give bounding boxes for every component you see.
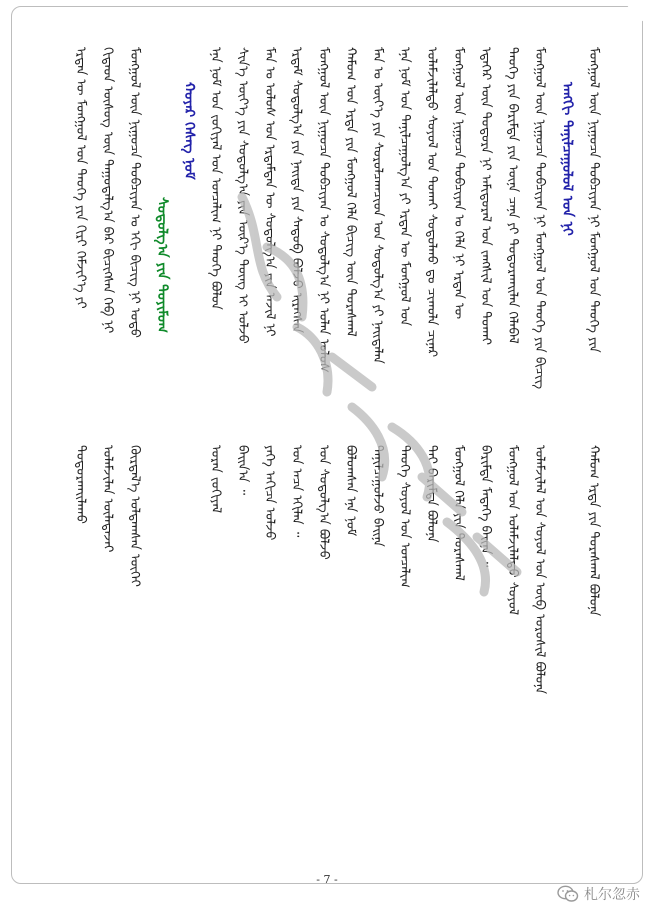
body-text-segment: ᠮᠠᠨ ᠤ ᠤᠯᠤᠰ ᠤᠨ ᠡᠷᠳᠡᠮᠲᠡᠨ ᠦ ᠰᠣᠳᠤᠯᠭ᠎ᠠ ᠶᠢᠨ ᠠᠵᠢᠯ ᠨᠢ	[262, 47, 277, 337]
body-text-segment: ᠬᠢᠲᠠᠳ ᠦᠰᠦᠭ ᠦᠨ ᠳᠠᠭᠤᠳᠠᠯᠭ᠎ᠠ ᠪᠠᠷ ᠪᠢᠴᠢᠭᠰᠡᠨ ᠬᠡᠪ ᠨᠢ	[100, 47, 115, 334]
heading-text-segment: ᠠᠩᠭᠢ ᠲᠠᠨᠢᠯᠴᠠᠭᠤᠯᠤᠯ ᠤᠨ ᠨᠢ	[559, 82, 575, 236]
body-text-segment: ᠪᠠᠷᠢᠮᠲᠠ ᠮᠡᠳᠡᠭᠡ ᠪᠠᠢᠨᠠ ᠃	[478, 445, 493, 568]
body-text-segment: ᠲᠡᠦᠬᠡ ᠰᠣᠶᠣᠯ ᠤᠨ ᠣᠨᠴᠠᠯᠢᠭ	[397, 445, 412, 588]
body-text-segment: ᠮᠣᠩᠭᠣᠯ ᠤᠨ ᠤᠯᠠᠮᠵᠢᠯᠠᠯᠲᠤ ᠰᠣᠶᠣᠯ	[505, 445, 520, 616]
heading-text-segment: ᠬᠣᠶᠠᠷ ᠬᠡᠰᠡᠭ ᠨᠣᠮ	[181, 82, 197, 180]
body-text-segment: ᠤᠯᠠᠮᠵᠢᠯᠠᠨ ᠦᠯᠡᠳᠡᠵᠡᠢ	[100, 445, 115, 553]
brand-signature	[557, 884, 640, 904]
body-text-segment: ᠲᠣᠳᠣᠷᠬᠠᠢᠯᠠᠬᠤ	[73, 445, 88, 524]
body-text-segment: ᠮᠣᠩᠭᠣᠯ ᠦᠨ ᠨᠢᠭᠤᠴᠠ ᠲᠣᠪᠴᠢᠶᠠᠨ ᠨᠢ ᠮᠣᠩᠭᠣᠯ ᠤᠨ ᠲᠡᠦᠬᠡ ᠶᠢᠨ ᠪᠢᠴᠢᠭ	[532, 47, 547, 390]
wechat-icon	[557, 885, 579, 903]
body-text-segment: ᠮᠣᠩᠭᠣᠯ ᠦᠨ ᠨᠢᠭᠤᠴᠠ ᠲᠣᠪᠴᠢᠶᠠᠨ ᠤ ᠬᠡᠯᠡ ᠨᠢ ᠡᠷᠲᠡᠨ ᠦ	[451, 47, 466, 319]
body-text-segment: ᠤᠯᠠᠮᠵᠢᠯᠠᠯ ᠤᠨ ᠰᠣᠶᠣᠯ ᠤᠨ ᠦᠪ ᠣᠷᠣᠰᠢᠯ ᠪᠣᠯᠤᠨᠠ	[532, 445, 547, 694]
body-text-segment: ᠤᠯᠠᠮᠵᠢᠯᠠᠯᠲᠤ ᠰᠣᠶᠣᠯ ᠤᠨ ᠲᠤᠬᠠᠢ ᠰᠣᠳᠤᠯᠬᠤ ᠳᠤ ᠴᠢᠬᠤᠯᠠ ᠴᠢᠨᠠᠷ	[424, 47, 439, 358]
body-text-segment: ᠡᠳᠡᠭᠡᠷ ᠦᠨ ᠳᠣᠲᠣᠷᠠ ᠨᠢ ᠠᠮᠢᠳᠤᠷᠠᠯ ᠤᠨ ᠵᠠᠩᠱᠢᠯ ᠤᠨ ᠲᠤᠬᠠᠢ	[478, 47, 493, 346]
body-text-segment: ᠮᠣᠩᠭᠣᠯ ᠦᠨ ᠨᠢᠭᠤᠴᠠ ᠲᠣᠪᠴᠢᠶᠠᠨ ᠨᠢ ᠮᠣᠩᠭᠣᠯ ᠤᠨ ᠲᠡᠦᠬᠡ ᠶᠢᠨ	[586, 47, 601, 353]
body-text-segment: ᠮᠣᠩᠭᠣᠯ ᠬᠡᠯᠡ ᠶᠢᠨ ᠳᠤᠷᠠᠰᠬᠠᠯ	[451, 445, 466, 581]
body-text-segment: ᠡᠨᠡ ᠨᠣᠮ ᠤᠨ ᠲᠠᠨᠢᠯᠴᠠᠭᠤᠯᠭ᠎ᠠ ᠶᠢ ᠡᠷᠲᠡᠨ ᠦ ᠮᠣᠩᠭᠣᠯ ᠤᠨ	[397, 47, 412, 327]
body-text-segment: ᠡᠨᠡ ᠨᠣᠮ ᠤᠨ ᠵᠣᠬᠢᠶᠠᠯ ᠤᠨ ᠣᠨᠴᠠᠯᠢᠭ ᠨᠢ ᠲᠡᠦᠬᠡ ᠪᠣᠯᠤᠨ	[208, 47, 223, 310]
body-text-segment: ᠮᠣᠩᠭᠣᠯ ᠦᠨ ᠨᠢᠭᠤᠴᠠ ᠲᠣᠪᠴᠢᠶᠠᠨ ᠤ ᠡᠬᠢ ᠪᠢᠴᠢᠭ ᠨᠢ ᠣᠳᠣ	[127, 47, 142, 338]
body-text-segment: ᠲᠡᠦᠬᠡ ᠶᠢᠨ ᠪᠠᠷᠢᠮᠲᠠ ᠶᠢᠨ ᠦᠨᠡ ᠴᠡᠨᠡ ᠶᠢ ᠲᠣᠳᠣᠷᠬᠠᠢᠯᠠᠨ ᠬᠡᠯᠡᠪᠡᠯ	[505, 47, 520, 344]
body-text-segment: ᠤᠷᠠᠨ ᠵᠣᠬᠢᠶᠠᠯ	[208, 445, 223, 514]
body-text-segment: ᠶᠡᠬᠡ ᠠᠬᠢᠴᠠ ᠣᠯᠵᠤ	[262, 445, 277, 541]
brand-account-name: 札尔忽赤	[584, 887, 640, 903]
body-text-segment: ᠮᠠᠨ ᠤ ᠦᠶ᠎ᠡ ᠶᠢᠨ ᠰᠤᠷᠤᠯᠴᠠᠭᠴᠢᠳ ᠤᠨ ᠰᠣᠳᠤᠯᠭ᠎ᠠ ᠶᠢ ᠨᠡᠢᠲᠡᠯᠡᠨ	[370, 47, 385, 364]
text-columns	[12, 7, 642, 883]
body-text-segment: ᠲᠠᠨᠢᠯᠴᠠᠭᠤᠯᠵᠤ ᠪᠠᠢᠨᠠ	[370, 445, 385, 547]
heading-text-segment: ᠰᠣᠳᠤᠯᠭ᠎ᠠ ᠶᠢᠨ ᠳᠣᠶᠢᠮᠤᠭ	[154, 197, 170, 333]
body-text-segment: ᠪᠣᠯᠤᠭᠰᠠᠨ ᠡᠨᠡ ᠨᠣᠮ	[343, 445, 358, 537]
body-text-segment: ᠬᠠᠮᠤᠭ ᠤᠨ ᠡᠷᠲᠡ ᠶᠢᠨ ᠮᠣᠩᠭᠣᠯ ᠬᠡᠯᠡ ᠪᠢᠴᠢᠭ ᠦᠨ ᠳᠤᠷᠠᠰᠬᠠᠯ	[343, 47, 358, 337]
body-text-segment: ᠤᠨ ᠰᠣᠳᠤᠯᠭ᠎ᠠ ᠪᠣᠯᠵᠤ	[316, 445, 331, 560]
page-number: - 7 -	[316, 873, 338, 886]
body-text-segment: ᠬᠠᠮᠤᠭ ᠡᠷᠲᠡ ᠶᠢᠨ ᠳᠤᠷᠠᠰᠬᠠᠯ ᠪᠣᠯᠤᠨᠠ	[586, 445, 601, 617]
body-text-segment: ᠣᠨ ᠠᠴᠠ ᠡᠬᠢᠯᠡᠨ ᠃	[289, 445, 304, 538]
body-text-segment: ᠰᠢᠨ᠎ᠡ ᠦᠶ᠎ᠡ ᠶᠢᠨ ᠰᠣᠳᠤᠯᠭ᠎ᠠ ᠶᠢᠨ ᠦᠷ᠎ᠡ ᠳᠦᠩ ᠢ ᠣᠯᠵᠤ	[235, 47, 250, 344]
body-text-segment: ᠲᠠᠢ ᠪᠠᠷᠢᠮᠲᠠ ᠪᠣᠯᠤᠨᠠ	[424, 445, 439, 543]
body-text-segment: ᠮᠣᠩᠭᠣᠯ ᠦᠨ ᠨᠢᠭᠤᠴᠠ ᠲᠣᠪᠴᠢᠶᠠᠨ ᠤ ᠰᠤᠳᠤᠯᠭ᠎ᠠ ᠨᠢ ᠣᠯᠠᠨ ᠤᠯᠤᠰ	[316, 47, 331, 373]
body-text-segment: ᠡᠷᠲᠡᠨ ᠦ ᠮᠣᠩᠭᠣᠯ ᠤᠨ ᠲᠡᠦᠬᠡ ᠶᠢᠨ ᠬᠢᠷᠢ ᠬᠡᠮᠵᠢᠶ᠎ᠡ ᠶᠢ	[73, 47, 88, 309]
body-text-segment: ᠪᠠᠢᠨ᠎ᠠ ᠃	[235, 445, 250, 496]
document-page	[11, 6, 643, 884]
body-text-segment: ᠬᠦᠷᠲᠡᠯ᠎ᠡ ᠣᠯᠳᠠᠭᠰᠠᠨ ᠦᠭᠡᠢ	[127, 445, 142, 587]
body-text-segment: ᠡᠷᠳᠡᠮ ᠰᠣᠳᠤᠯᠭ᠎ᠠ ᠶᠢᠨ ᠨᠡᠢᠲᠡ ᠶᠢᠨ ᠰᠡᠳᠦᠪ ᠪᠣᠯᠵᠤ ᠢᠷᠡᠭᠰᠡᠨ	[289, 47, 304, 333]
